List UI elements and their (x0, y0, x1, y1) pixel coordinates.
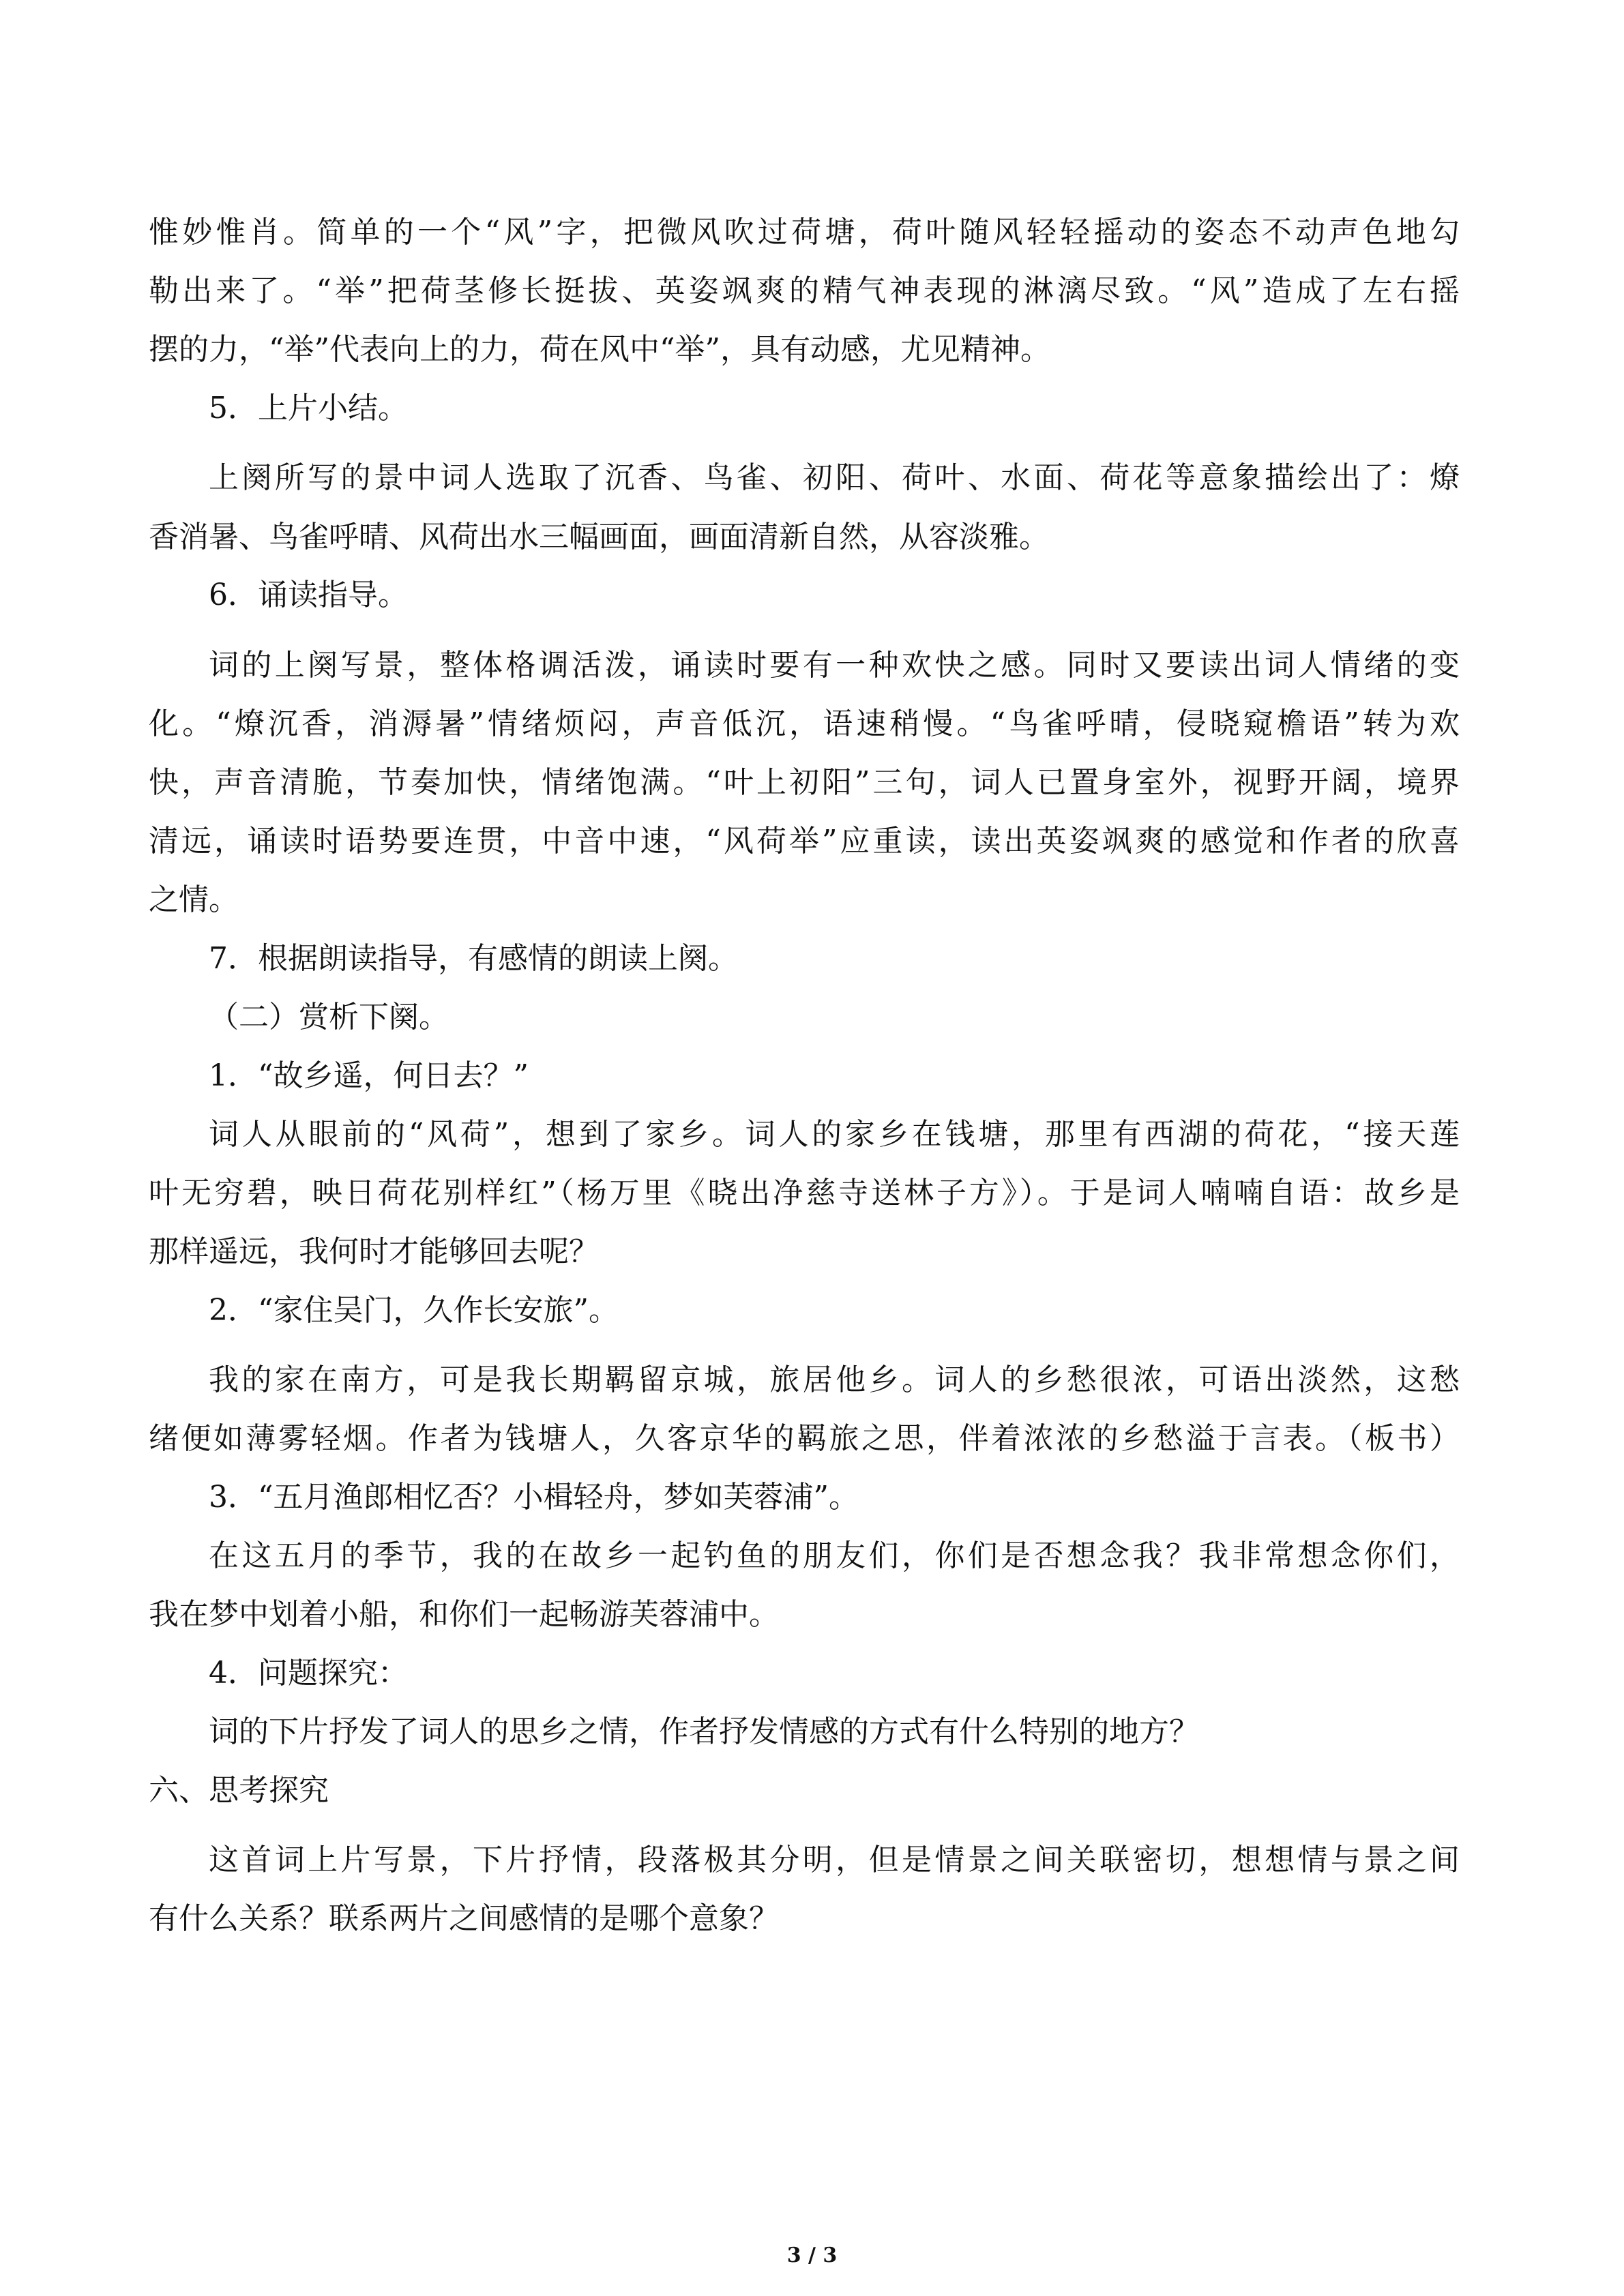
text-line: 之情。 (149, 882, 239, 917)
text-line: 香消暑、鸟雀呼晴、风荷出水三幅画面，画面清新自然，从容淡雅。 (149, 520, 1049, 554)
section-heading: 6．诵读指导。 (209, 578, 408, 612)
text-line: 词的上阕写景，整体格调活泼，诵读时要有一种欢快之感。同时又要读出词人情绪的变 (209, 648, 1460, 683)
text-line: 我的家在南方，可是我长期羁留京城，旅居他乡。词人的乡愁很浓，可语出淡然，这愁 (209, 1362, 1460, 1397)
section-heading: 5．上片小结。 (209, 391, 408, 426)
text-line: 勒出来了。“举”把荷茎修长挺拔、英姿飒爽的精气神表现的淋漓尽致。“风”造成了左右摇 (149, 273, 1460, 308)
text-line: 词人从眼前的“风荷”，想到了家乡。词人的家乡在钱塘，那里有西湖的荷花，“接天莲 (209, 1117, 1460, 1152)
text-line: 词的下片抒发了词人的思乡之情，作者抒发情感的方式有什么特别的地方？ (209, 1714, 1199, 1749)
text-line: 清远，诵读时语势要连贯，中音中速，“风荷举”应重读，读出英姿飒爽的感觉和作者的欣喜 (149, 824, 1460, 859)
section-heading: 2．“家住吴门，久作长安旅”。 (209, 1293, 619, 1328)
page-number: 3 / 3 (786, 2243, 838, 2267)
text-line: 在这五月的季节，我的在故乡一起钓鱼的朋友们，你们是否想念我？我非常想念你们， (209, 1538, 1460, 1573)
section-heading: 1．“故乡遥，何日去？” (209, 1058, 529, 1093)
chapter-heading: 六、思考探究 (149, 1773, 329, 1808)
text-line: 那样遥远，我何时才能够回去呢？ (149, 1234, 599, 1269)
text-line: 我在梦中划着小船，和你们一起畅游芙蓉浦中。 (149, 1597, 779, 1632)
text-line: 摆的力，“举”代表向上的力，荷在风中“举”，具有动感，尤见精神。 (149, 332, 1050, 367)
section-heading: 4．问题探究： (209, 1656, 408, 1690)
text-line: 这首词上片写景，下片抒情，段落极其分明，但是情景之间关联密切，想想情与景之间 (209, 1843, 1460, 1877)
section-heading: 3．“五月渔郎相忆否？小楫轻舟，梦如芙蓉浦”。 (209, 1480, 859, 1515)
text-line: 快，声音清脆，节奏加快，情绪饱满。“叶上初阳”三句，词人已置身室外，视野开阔，境界 (149, 765, 1460, 800)
text-line: 惟妙惟肖。简单的一个“风”字，把微风吹过荷塘，荷叶随风轻轻摇动的姿态不动声色地勾 (149, 215, 1460, 250)
text-line: 上阕所写的景中词人选取了沉香、鸟雀、初阳、荷叶、水面、荷花等意象描绘出了：燎 (209, 460, 1460, 495)
text-line: 有什么关系？联系两片之间感情的是哪个意象？ (149, 1901, 779, 1936)
text-line: 绪便如薄雾轻烟。作者为钱塘人，久客京华的羁旅之思，伴着浓浓的乡愁溢于言表。（板书） (149, 1421, 1460, 1456)
section-heading: 7．根据朗读指导，有感情的朗读上阕。 (209, 941, 738, 976)
text-line: 叶无穷碧，映日荷花别样红”（杨万里《晓出净慈寺送林子方》）。于是词人喃喃自语：故乡是 (149, 1176, 1460, 1210)
section-heading: （二）赏析下阕。 (209, 1000, 449, 1034)
text-line: 化。“燎沉香，消溽暑”情绪烦闷，声音低沉，语速稍慢。“鸟雀呼晴，侵晓窥檐语”转为欢 (149, 706, 1460, 741)
